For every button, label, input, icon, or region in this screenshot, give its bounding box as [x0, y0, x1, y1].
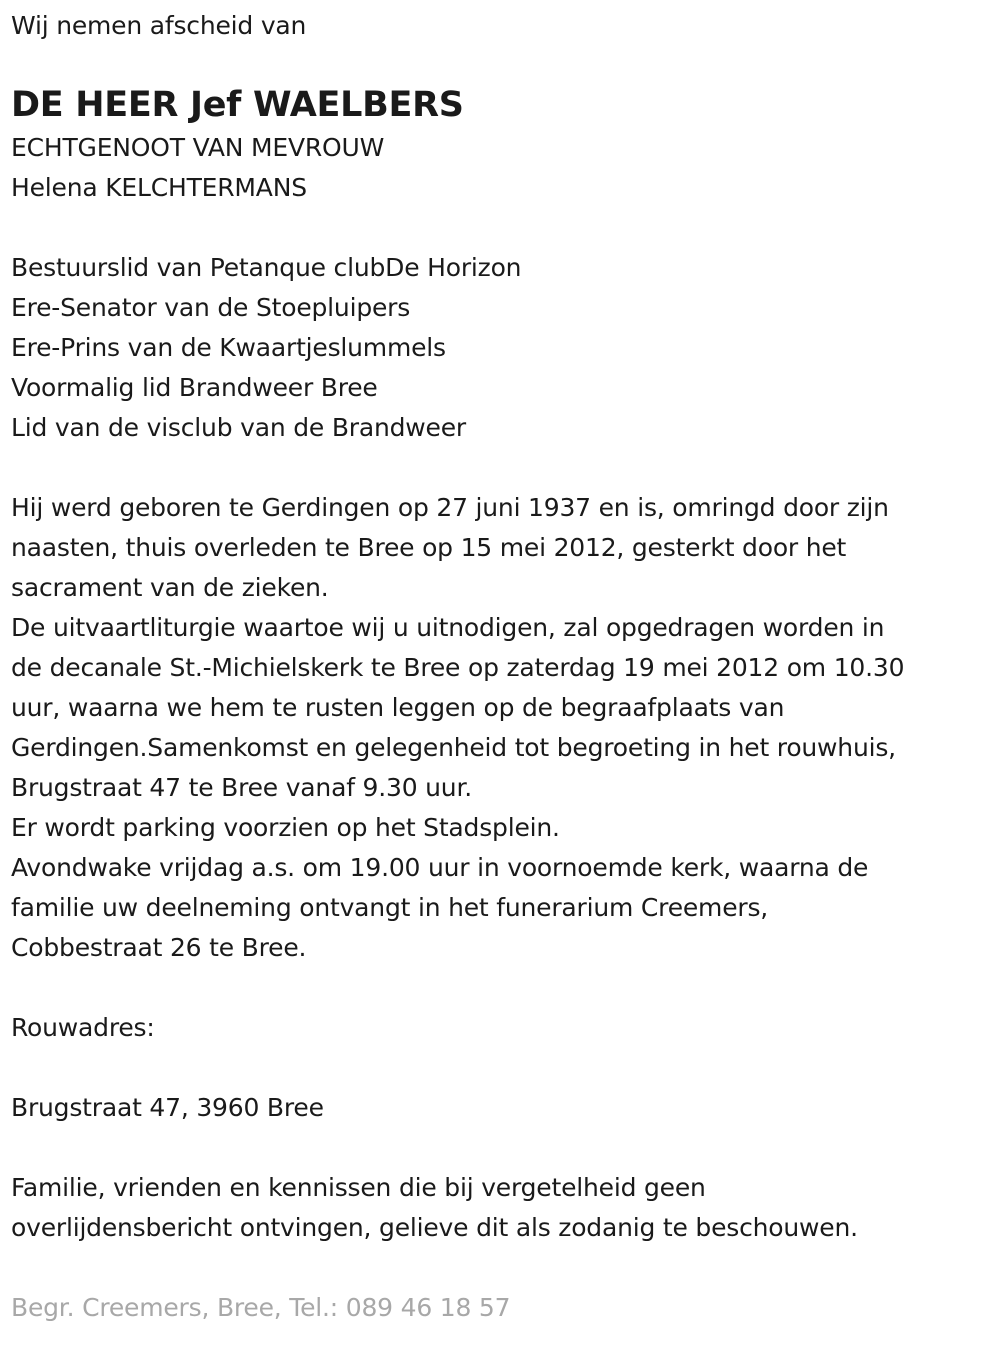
spouse-block	[11, 128, 986, 208]
spacer	[11, 448, 986, 488]
body-line: naasten, thuis overleden te Bree op 15 mei 2012, gesterkt door het	[11, 533, 847, 562]
spouse-line-2: Helena KELCHTERMANS	[11, 173, 307, 202]
body-line: Brugstraat 47 te Bree vanaf 9.30 uur.	[11, 773, 472, 802]
mourning-address: Brugstraat 47, 3960 Bree	[11, 1093, 324, 1122]
title-item: Voormalig lid Brandweer Bree	[11, 373, 378, 402]
body-line: Gerdingen.Samenkomst en gelegenheid tot begroeting in het rouwhuis,	[11, 733, 896, 762]
body-line: de decanale St.-Michielskerk te Bree op zaterdag 19 mei 2012 om 10.30	[11, 653, 905, 682]
intro-text: Wij nemen afscheid van	[11, 11, 307, 40]
body-line: Er wordt parking voorzien op het Stadsplein.	[11, 813, 560, 842]
notice-text	[11, 1168, 986, 1248]
body-text	[11, 488, 986, 968]
notice-line: overlijdensbericht ontvingen, gelieve dit als zodanig te beschouwen.	[11, 1213, 858, 1242]
spacer	[11, 1048, 986, 1088]
title-item: Lid van de visclub van de Brandweer	[11, 413, 466, 442]
title-item: Ere-Prins van de Kwaartjeslummels	[11, 333, 446, 362]
funeral-director-footer: Begr. Creemers, Bree, Tel.: 089 46 18 57	[11, 1293, 511, 1322]
title-item: Ere-Senator van de Stoepluipers	[11, 293, 411, 322]
spacer	[11, 1128, 986, 1168]
spouse-line-1: ECHTGENOOT VAN MEVROUW	[11, 133, 385, 162]
title-item: Bestuurslid van Petanque clubDe Horizon	[11, 253, 522, 282]
body-line: Hij werd geboren te Gerdingen op 27 juni 1937 en is, omringd door zijn	[11, 493, 889, 522]
address-label: Rouwadres:	[11, 1013, 155, 1042]
notice-line: Familie, vrienden en kennissen die bij vergetelheid geen	[11, 1173, 706, 1202]
body-line: familie uw deelneming ontvangt in het funerarium Creemers,	[11, 893, 769, 922]
deceased-name: DE HEER Jef WAELBERS	[11, 85, 464, 125]
titles-list	[11, 248, 986, 448]
body-line: Cobbestraat 26 te Bree.	[11, 933, 307, 962]
death-notice	[11, 0, 986, 1328]
body-line: uur, waarna we hem te rusten leggen op de begraafplaats van	[11, 693, 785, 722]
body-line: De uitvaartliturgie waartoe wij u uitnodigen, zal opgedragen worden in	[11, 613, 885, 642]
spacer	[11, 968, 986, 1008]
spacer	[11, 208, 986, 248]
body-line: Avondwake vrijdag a.s. om 19.00 uur in voornoemde kerk, waarna de	[11, 853, 869, 882]
body-line: sacrament van de zieken.	[11, 573, 329, 602]
